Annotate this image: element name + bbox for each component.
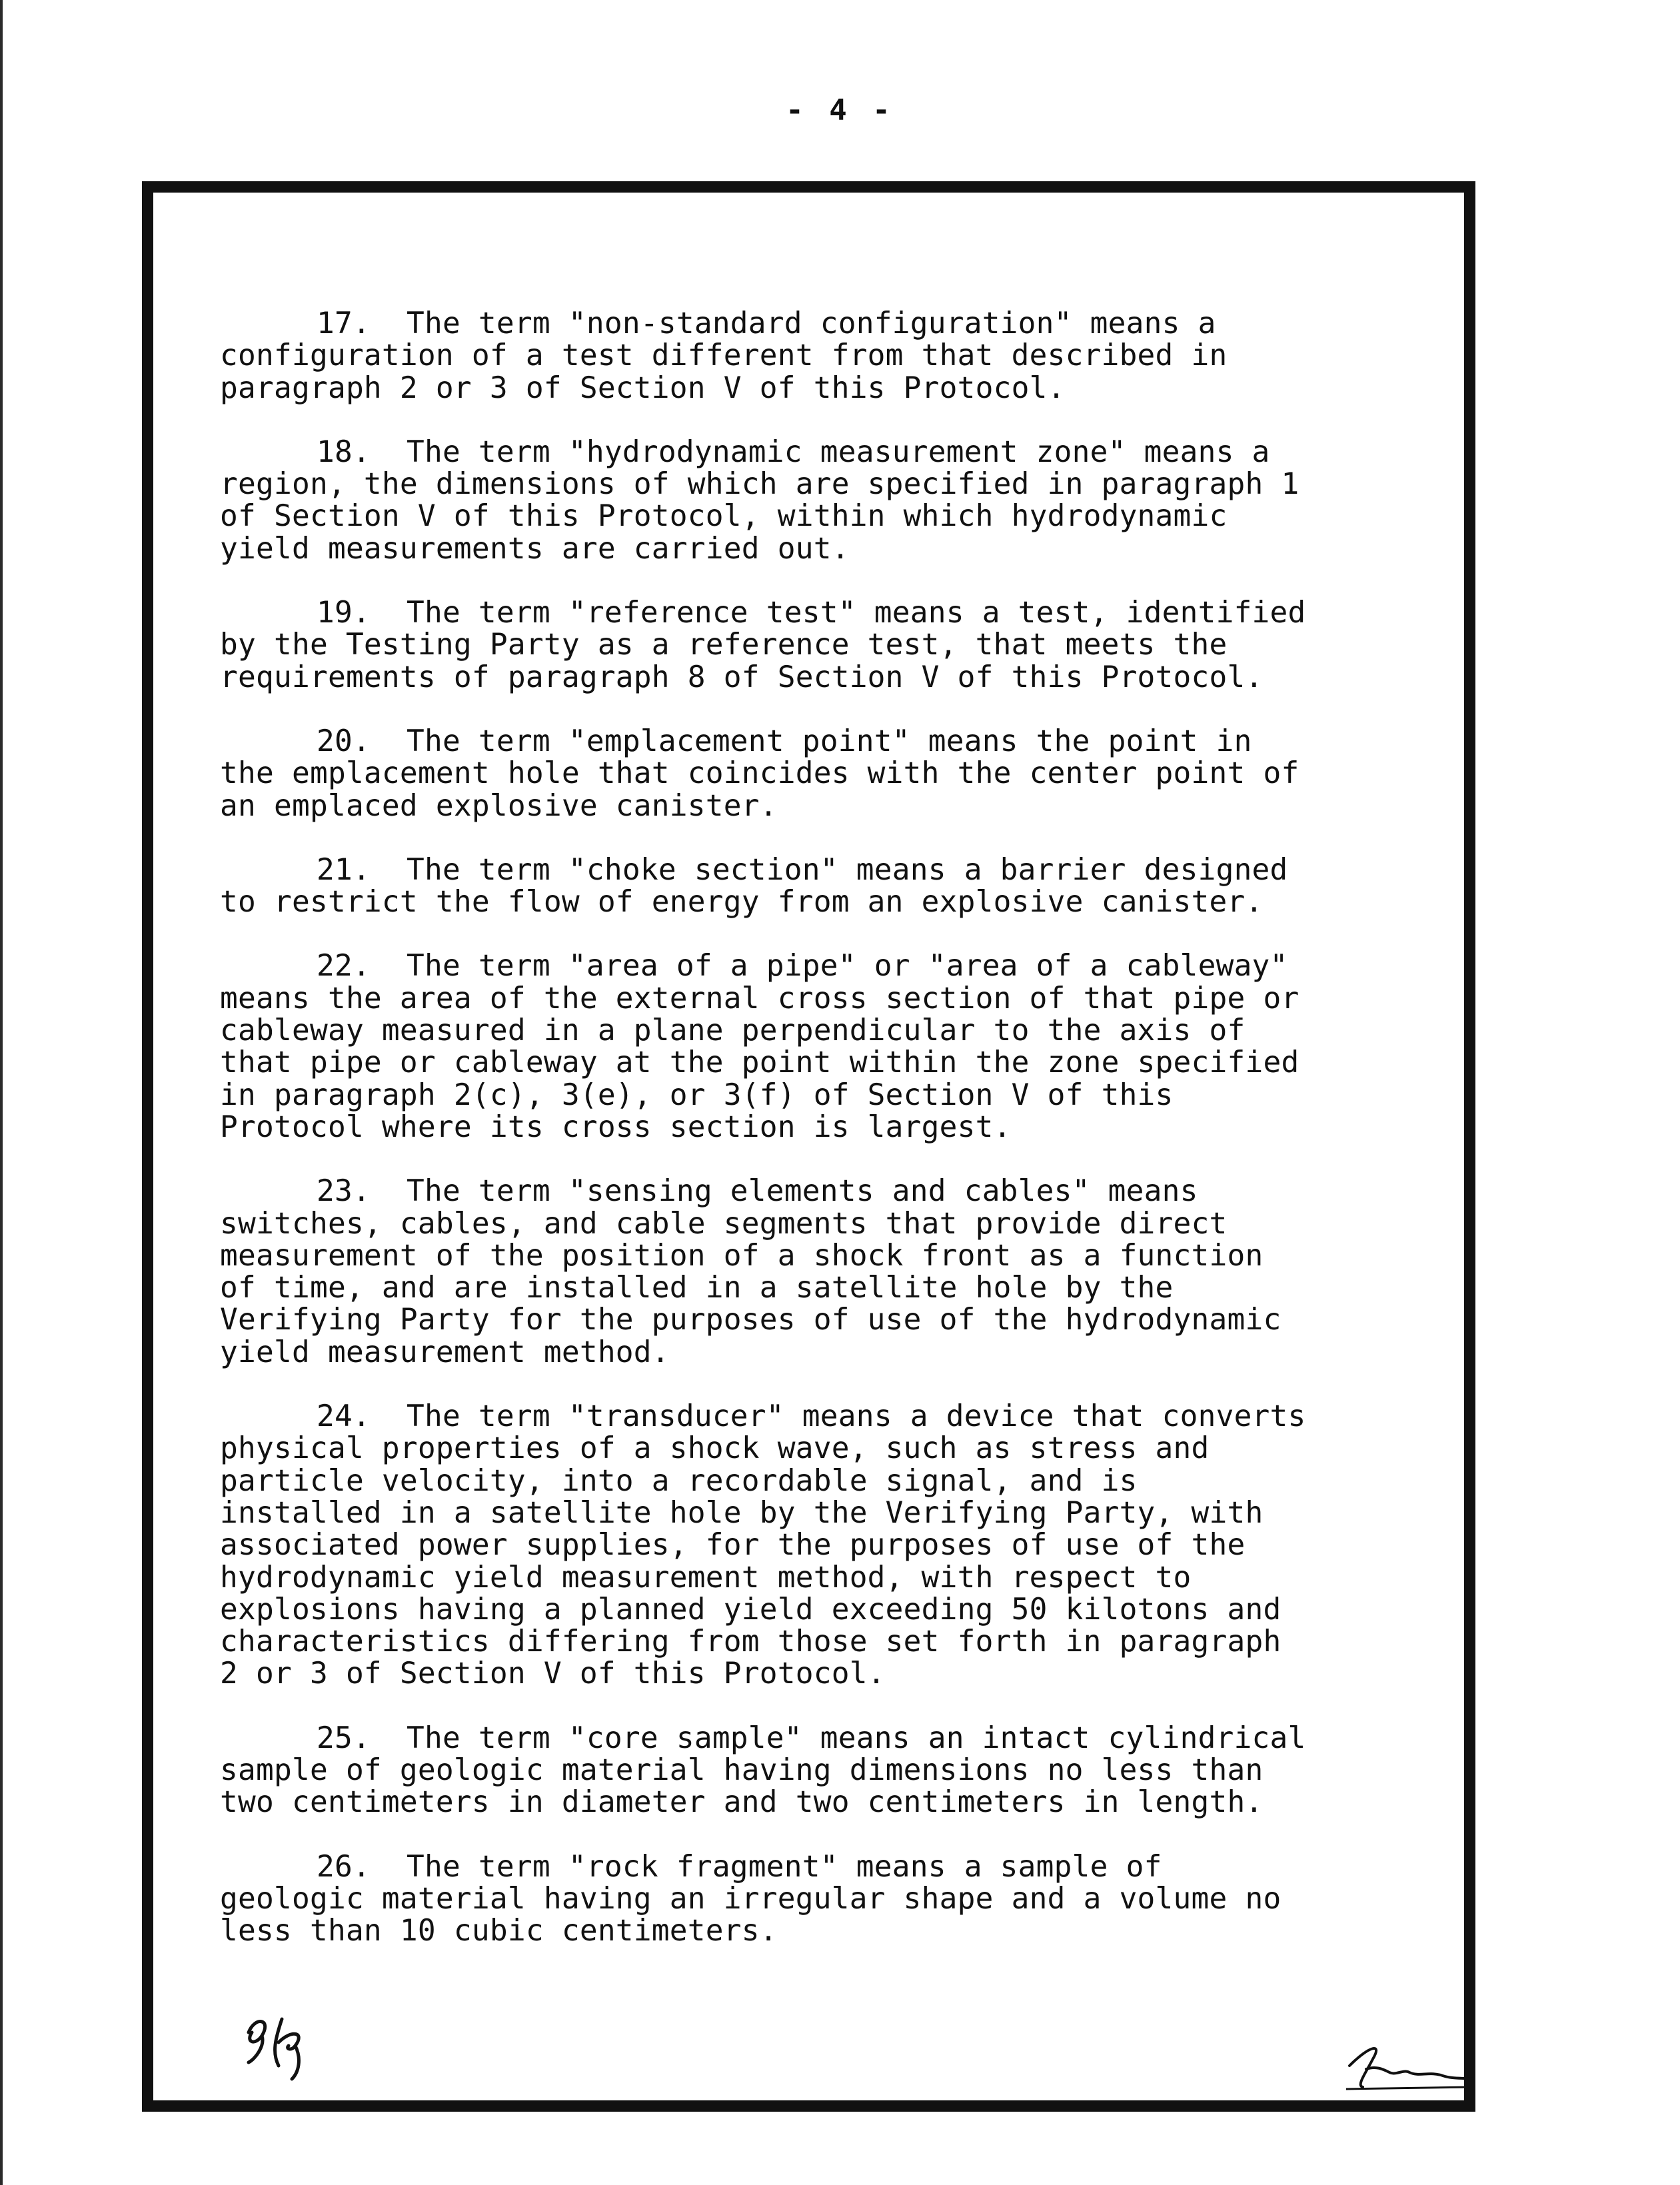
paragraph-line [220, 1111, 1473, 1143]
paragraph-line [220, 1433, 1473, 1465]
paragraph-line [220, 1658, 1473, 1690]
paragraph-line [220, 1562, 1473, 1594]
paragraph-text: paragraph 2 or 3 of Section V of this Protocol. [220, 370, 1066, 405]
definition-paragraph [220, 436, 1473, 565]
paragraph-number: 18. [317, 434, 371, 469]
paragraph-number: 25. [317, 1721, 371, 1755]
definition-paragraph [220, 1851, 1473, 1948]
definition-paragraph [220, 950, 1473, 1143]
paragraph-line [220, 1529, 1473, 1561]
paragraph-number: 23. [317, 1174, 371, 1209]
paragraph-text: The term "sensing elements and cables" means [406, 1174, 1198, 1209]
paragraph-line [220, 533, 1473, 565]
paragraph-line [220, 1272, 1473, 1304]
paragraph-text: The term "emplacement point" means the point in [406, 724, 1252, 758]
definition-paragraph [220, 597, 1473, 694]
paragraph-text: an emplaced explosive canister. [220, 788, 778, 823]
paragraph-text: less than 10 cubic centimeters. [220, 1914, 778, 1948]
definition-paragraph [220, 726, 1473, 822]
paragraph-line [220, 500, 1473, 532]
paragraph-line [220, 726, 1473, 758]
paragraph-text: by the Testing Party as a reference test, that meets the [220, 628, 1228, 662]
paragraph-number: 21. [317, 852, 371, 887]
paragraph-text: configuration of a test different from that described in [220, 339, 1228, 373]
paragraph-line [220, 1915, 1473, 1947]
paragraph-text: The term "choke section" means a barrier designed [406, 852, 1288, 887]
paragraph-text: hydrodynamic yield measurement method, with respect to [220, 1560, 1192, 1595]
paragraph-line [220, 1787, 1473, 1819]
paragraph-line [220, 1851, 1473, 1883]
paragraph-line [220, 983, 1473, 1015]
definition-paragraph [220, 308, 1473, 404]
paragraph-number: 19. [317, 596, 371, 630]
paragraph-number: 20. [317, 724, 371, 758]
paragraph-line [220, 372, 1473, 404]
paragraph-number: 26. [317, 1849, 371, 1884]
paragraph-line [220, 1497, 1473, 1529]
paragraph-number: 17. [317, 307, 371, 341]
paragraph-text: sample of geologic material having dimensions no less than [220, 1753, 1263, 1787]
definition-paragraph [220, 1175, 1473, 1369]
definition-paragraph [220, 1723, 1473, 1819]
paragraph-text: that pipe or cableway at the point within the zone specified [220, 1046, 1299, 1080]
definition-paragraph [220, 1401, 1473, 1691]
paragraph-line [220, 950, 1473, 982]
paragraph-line [220, 1015, 1473, 1047]
paragraph-text: The term "hydrodynamic measurement zone" means a [406, 434, 1270, 469]
paragraph-text: two centimeters in diameter and two centimeters in length. [220, 1785, 1263, 1820]
paragraph-text: The term "area of a pipe" or "area of a cableway" [406, 949, 1288, 984]
paragraph-line [220, 1401, 1473, 1433]
paragraph-line [220, 758, 1473, 790]
paragraph-line [220, 597, 1473, 629]
paragraph-line [220, 1175, 1473, 1207]
paragraph-text: particle velocity, into a recordable signal, and is [220, 1463, 1138, 1498]
paragraph-text: of Section V of this Protocol, within which hydrodynamic [220, 499, 1228, 534]
paragraph-text: requirements of paragraph 8 of Section V of this Protocol. [220, 660, 1263, 694]
paragraph-line [220, 629, 1473, 661]
paragraph-text: Verifying Party for the purposes of use of the hydrodynamic [220, 1303, 1281, 1337]
paragraph-text: The term "non-standard configuration" means a [406, 307, 1216, 341]
paragraph-line [220, 468, 1473, 500]
paragraph-text: installed in a satellite hole by the Verifying Party, with [220, 1495, 1263, 1530]
paragraph-line [220, 1465, 1473, 1497]
paragraph-line [220, 1080, 1473, 1111]
paragraph-text: switches, cables, and cable segments that provide direct [220, 1206, 1228, 1241]
paragraph-text: yield measurement method. [220, 1335, 670, 1369]
page-number: - 4 - [786, 93, 894, 127]
page-left-edge [0, 0, 3, 2185]
paragraph-number: 22. [317, 949, 371, 984]
paragraph-text: The term "reference test" means a test, identified [406, 596, 1306, 630]
paragraph-line [220, 886, 1473, 918]
paragraph-line [220, 1047, 1473, 1079]
paragraph-line [220, 790, 1473, 822]
paragraph-text: of time, and are installed in a satellite hole by the [220, 1271, 1174, 1305]
paragraph-text: The term "transducer" means a device that converts [406, 1399, 1306, 1434]
paragraph-line [220, 1723, 1473, 1755]
paragraph-text: the emplacement hole that coincides with the center point of [220, 756, 1299, 791]
paragraph-text: yield measurements are carried out. [220, 531, 850, 566]
paragraph-text: characteristics differing from those set forth in paragraph [220, 1625, 1281, 1659]
definitions-list [220, 308, 1473, 1979]
paragraph-text: measurement of the position of a shock front as a function [220, 1238, 1263, 1273]
paragraph-text: The term "core sample" means an intact cylindrical [406, 1721, 1306, 1755]
paragraph-line [220, 436, 1473, 468]
paragraph-text: The term "rock fragment" means a sample of [406, 1849, 1162, 1884]
paragraph-text: physical properties of a shock wave, such as stress and [220, 1431, 1210, 1466]
paragraph-text: cableway measured in a plane perpendicular to the axis of [220, 1014, 1246, 1048]
paragraph-text: associated power supplies, for the purposes of use of the [220, 1528, 1246, 1563]
paragraph-line [220, 1626, 1473, 1658]
paragraph-text: in paragraph 2(c), 3(e), or 3(f) of Section V of this [220, 1078, 1174, 1112]
paragraph-text: geologic material having an irregular shape and a volume no [220, 1881, 1281, 1916]
paragraph-line [220, 1304, 1473, 1336]
paragraph-text: explosions having a planned yield exceeding 50 kilotons and [220, 1592, 1281, 1627]
paragraph-line [220, 1337, 1473, 1369]
definition-paragraph [220, 854, 1473, 919]
paragraph-line [220, 1594, 1473, 1626]
paragraph-line [220, 854, 1473, 886]
paragraph-text: 2 or 3 of Section V of this Protocol. [220, 1657, 886, 1691]
initials-left [235, 2012, 322, 2086]
paragraph-line [220, 340, 1473, 372]
paragraph-line [220, 662, 1473, 694]
paragraph-text: to restrict the flow of energy from an explosive canister. [220, 885, 1263, 920]
paragraph-line [220, 308, 1473, 340]
paragraph-line [220, 1755, 1473, 1787]
paragraph-number: 24. [317, 1399, 371, 1434]
paragraph-line [220, 1240, 1473, 1272]
paragraph-text: means the area of the external cross section of that pipe or [220, 981, 1299, 1016]
paragraph-text: Protocol where its cross section is largest. [220, 1109, 1012, 1144]
paragraph-line [220, 1883, 1473, 1915]
initials-right [1343, 2039, 1476, 2092]
paragraph-line [220, 1208, 1473, 1240]
paragraph-text: region, the dimensions of which are specified in paragraph 1 [220, 467, 1299, 502]
